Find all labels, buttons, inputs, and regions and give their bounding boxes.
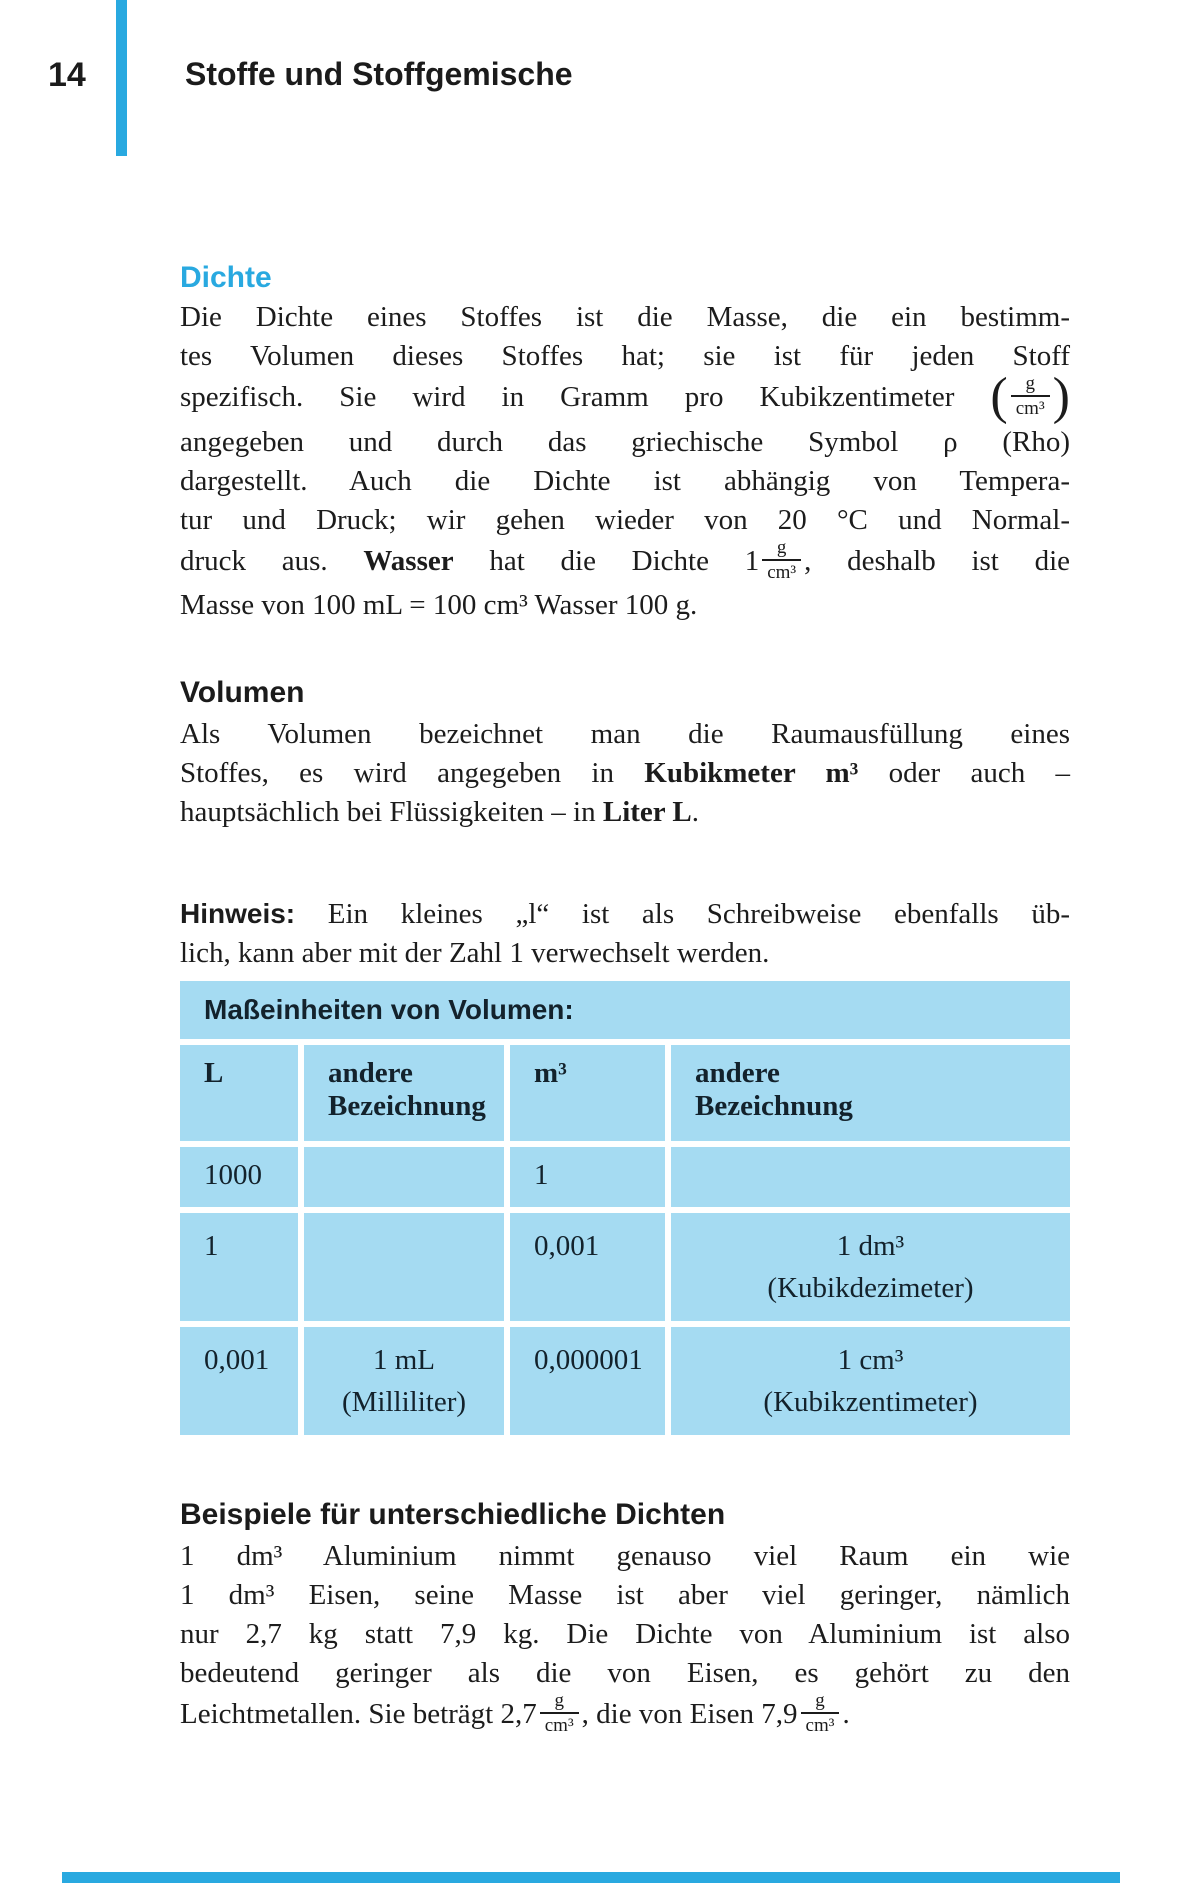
table-cell: 0,001	[180, 1327, 298, 1435]
text-line: Als Volumen bezeichnet man die Raumausfüllung eines	[180, 718, 1070, 751]
text-line: Leichtmetallen. Sie beträgt 2,7 $\frac{g}{\text{cm³}}$ , die von Eisen 7,9 $\frac{g}{\text{cm³}}$ .	[180, 1690, 850, 1737]
text-line: dargestellt. Auch die Dichte ist abhängig von Tempera-	[180, 464, 1070, 497]
table-cell: 1 cm³ (Kubikzentimeter)	[671, 1327, 1070, 1435]
table-row	[180, 1327, 1070, 1435]
chapter-title: Stoffe und Stoffgemische	[185, 56, 573, 92]
table-cell: 1 mL (Milliliter)	[304, 1327, 504, 1435]
page-number: 14	[48, 56, 86, 94]
table-cell: 1 dm³ (Kubikdezimeter)	[671, 1213, 1070, 1321]
text-line: Stoffes, es wird angegeben in Kubikmeter m³ oder auch –	[180, 757, 1071, 790]
fraction-g-per-cm3: $\frac{g}{\text{cm³}}$	[1011, 373, 1050, 420]
table-cell	[304, 1213, 504, 1321]
table-cell: 1	[180, 1213, 298, 1321]
text-line: bedeutend geringer als die von Eisen, es gehört zu den	[180, 1657, 1070, 1690]
text-line: hauptsächlich bei Flüssigkeiten – in Liter L.	[180, 796, 699, 829]
hinweis-paragraph	[180, 894, 1070, 973]
text-line: nur 2,7 kg statt 7,9 kg. Die Dichte von Aluminium ist also	[180, 1618, 1070, 1651]
fraction-g-per-cm3: $\frac{g}{\text{cm³}}$	[801, 1690, 840, 1737]
bold-term-kubikmeter: Kubikmeter m³	[644, 757, 859, 790]
text-line: spezifisch. Sie wird in Gramm pro Kubikzentimeter ( $\frac{g}{\text{cm³}}$ )	[180, 367, 1070, 425]
text-line: lich, kann aber mit der Zahl 1 verwechselt werden.	[180, 937, 770, 970]
bold-term-wasser: Wasser	[363, 544, 454, 577]
text-line: Masse von 100 mL = 100 cm³ Wasser 100 g.	[180, 589, 698, 622]
text-line: 1 dm³ Aluminium nimmt genauso viel Raum ein wie	[180, 1540, 1070, 1573]
section-heading-beispiele: Beispiele für unterschiedliche Dichten	[180, 1498, 726, 1532]
header-accent-bar	[116, 0, 127, 156]
table-header-andere-1: andere Bezeichnung	[304, 1045, 504, 1141]
volumen-paragraph	[180, 715, 1070, 832]
text-line: angegeben und durch das griechische Symbol ρ (Rho)	[180, 425, 1070, 458]
table-cell: 1	[510, 1147, 665, 1207]
bold-term-liter: Liter L	[602, 796, 692, 829]
table-cell	[304, 1147, 504, 1207]
table-header-andere-2: andere Bezeichnung	[671, 1045, 1070, 1141]
table-row	[180, 1147, 1070, 1207]
table-cell: 0,001	[510, 1213, 665, 1321]
text-line: tes Volumen dieses Stoffes hat; sie ist für jeden Stoff	[180, 340, 1070, 372]
table-cell: 1000	[180, 1147, 298, 1207]
table-header-liter: L	[180, 1045, 298, 1141]
beispiele-paragraph	[180, 1537, 1070, 1740]
fraction-g-per-cm3: $\frac{g}{\text{cm³}}$	[540, 1690, 579, 1737]
section-heading-dichte: Dichte	[180, 261, 272, 294]
table-title: Maßeinheiten von Volumen:	[180, 981, 1070, 1039]
text-line: druck aus. Wasser hat die Dichte 1 $\frac{g}{\text{cm³}}$ , deshalb ist die	[180, 536, 1070, 583]
hinweis-label: Hinweis:	[180, 898, 296, 930]
section-heading-volumen: Volumen	[180, 676, 305, 710]
footer-accent-bar	[62, 1872, 1120, 1883]
text-line: Hinweis: Ein kleines „l“ ist als Schreibweise ebenfalls üb-	[180, 898, 1070, 931]
text-line: Die Dichte eines Stoffes ist die Masse, die ein bestimm-	[180, 301, 1070, 333]
table-header-m3: m³	[510, 1045, 665, 1141]
text-line: tur und Druck; wir gehen wieder von 20 °C und Normal-	[180, 503, 1070, 536]
text-line: 1 dm³ Eisen, seine Masse ist aber viel geringer, nämlich	[180, 1579, 1070, 1612]
volume-units-table	[180, 981, 1070, 1435]
dichte-paragraph	[180, 298, 1070, 625]
table-grid	[180, 1045, 1070, 1141]
table-row	[180, 1213, 1070, 1321]
table-cell	[671, 1147, 1070, 1207]
table-cell: 0,000001	[510, 1327, 665, 1435]
page-content	[180, 0, 1070, 1740]
fraction-g-per-cm3-parenthesized: ( $\frac{g}{\text{cm³}}$ )	[990, 367, 1070, 425]
fraction-g-per-cm3: $\frac{g}{\text{cm³}}$	[762, 537, 801, 584]
